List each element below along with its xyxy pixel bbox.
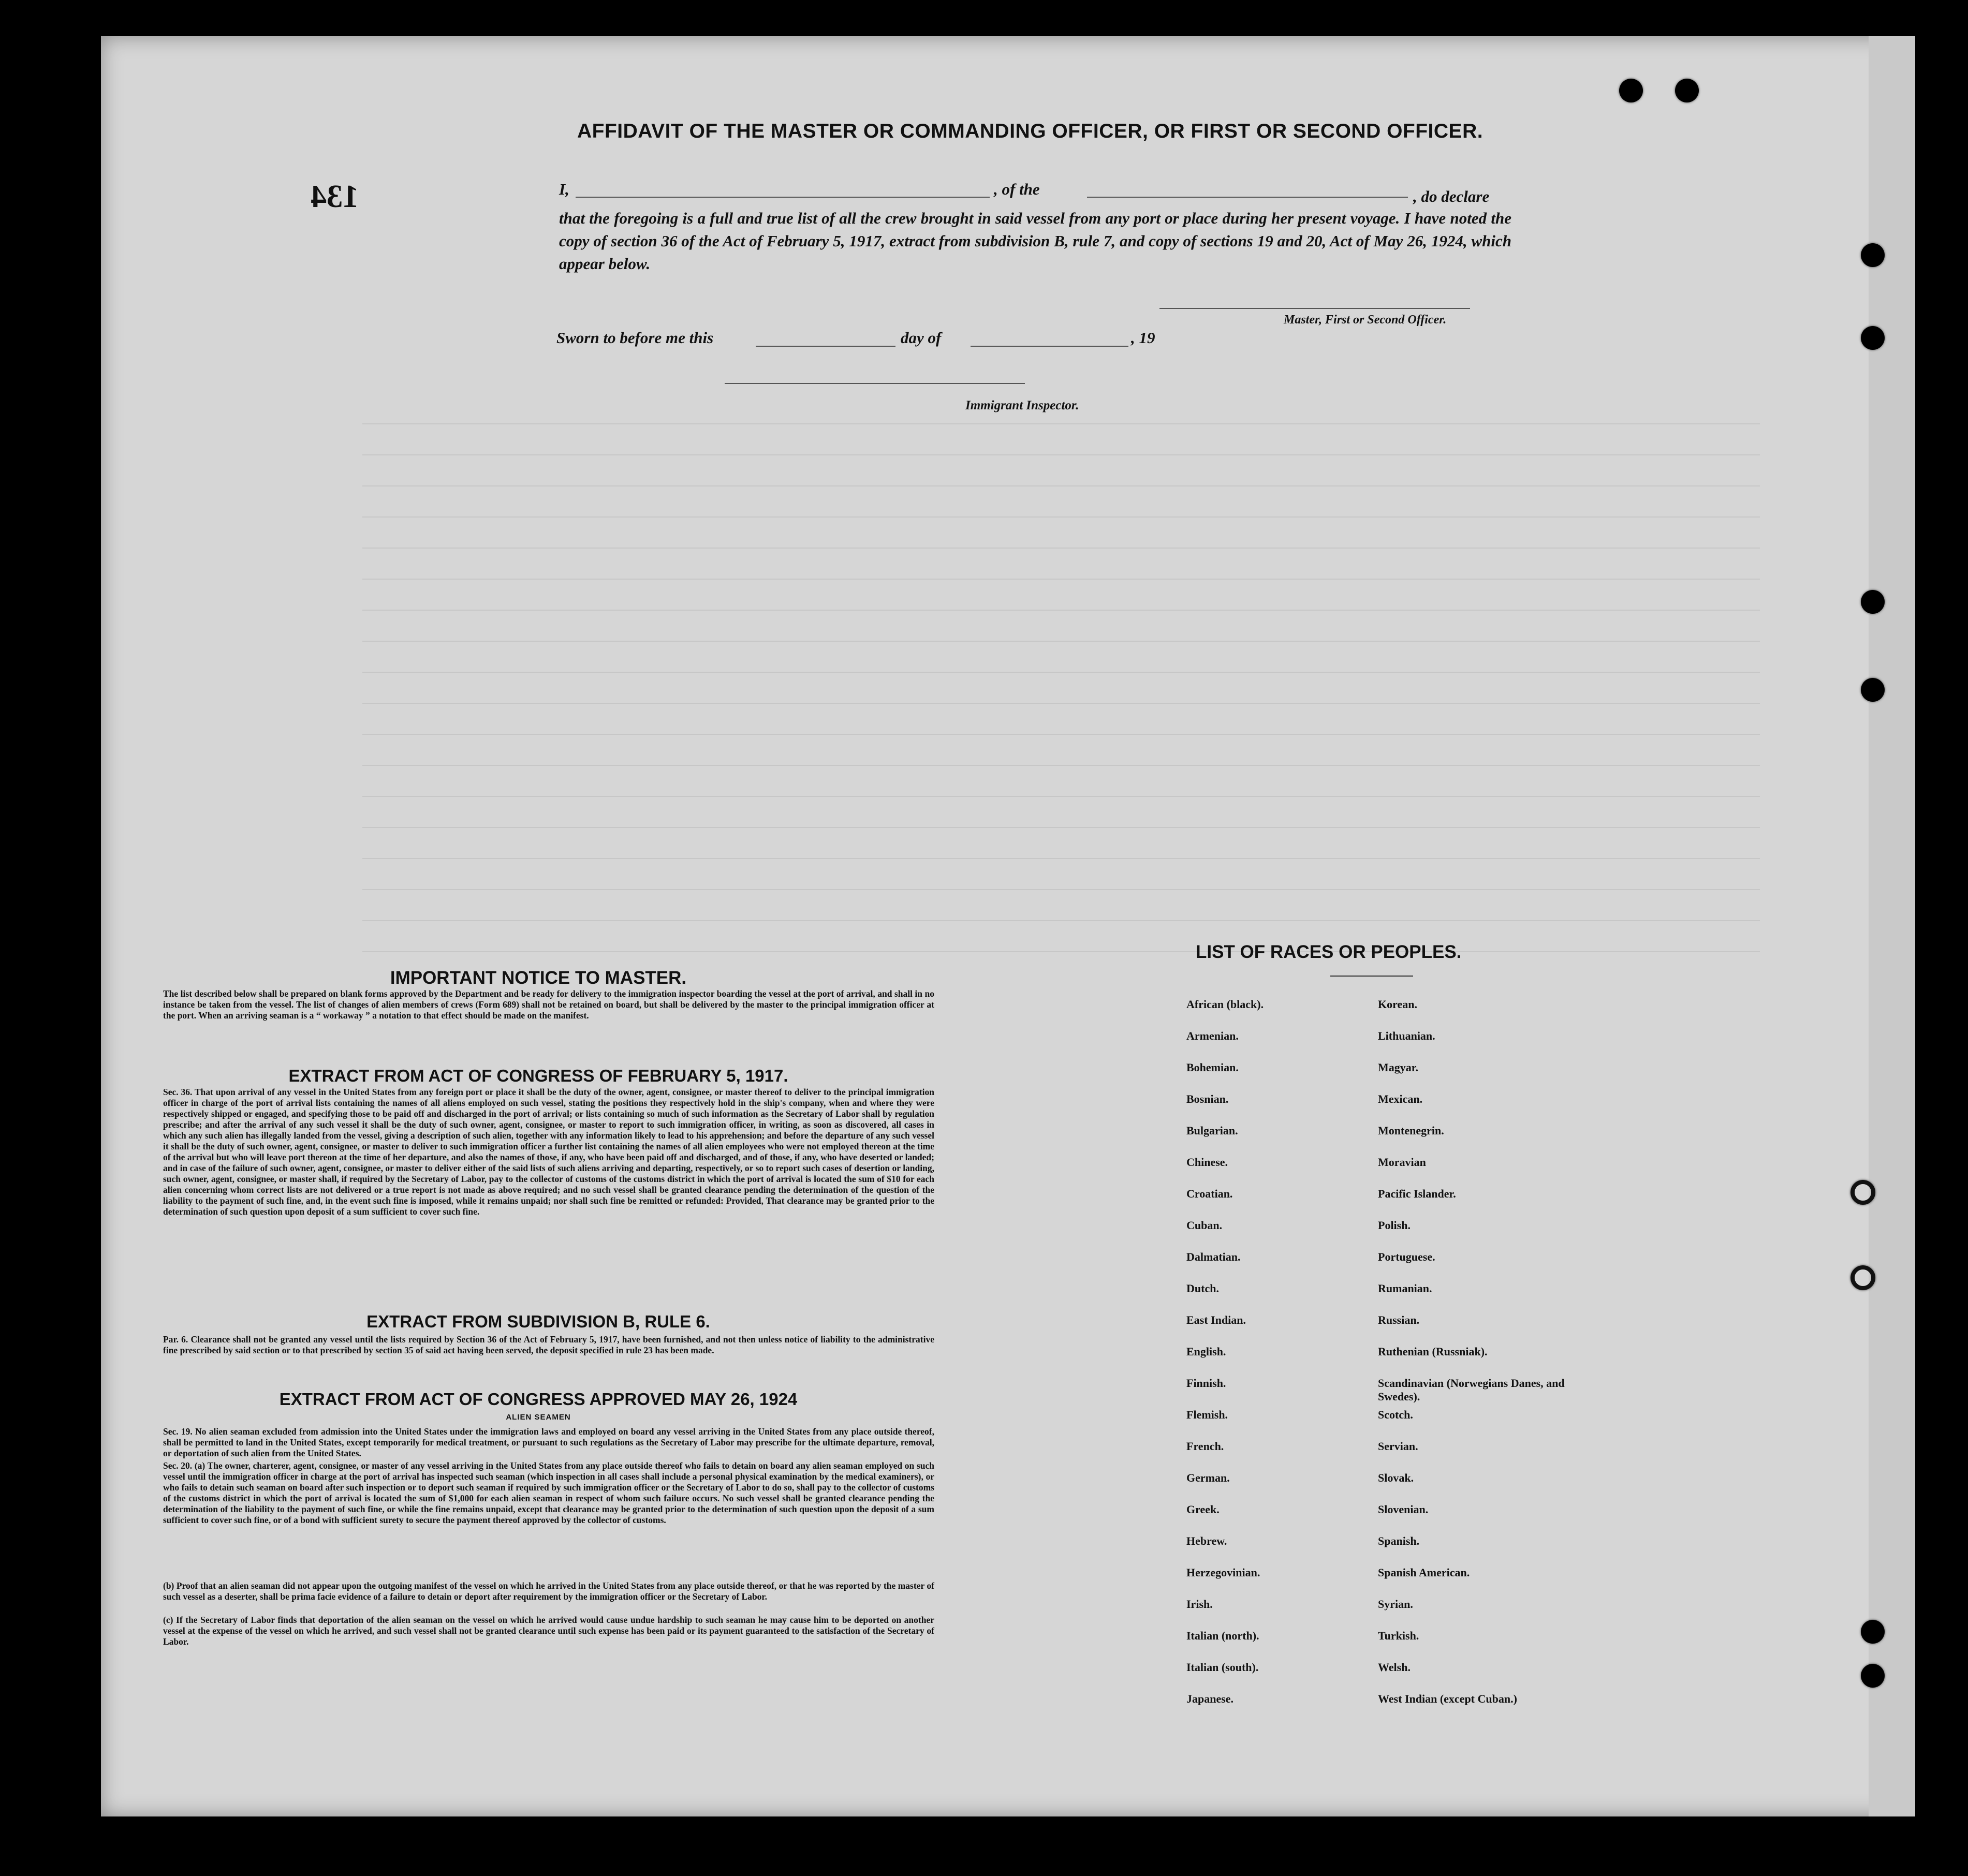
extract-1917-text: Sec. 36. That upon arrival of any vessel in the United States from any foreign port or place it shall be the duty of the owner, agent, consignee, or master thereof to deliver to the principal immigration officer in charge of the port of arrival lists containing the names of all aliens employed on such vessel, stating the positions they respectively hold in the ship's company, when and where they were respectively shipped or engaged, and specifying those to be paid off and discharged in the port of arrival; or lists containing so much of such information as the Secretary of Labor shall by regulation prescribe; and after the arrival of any such vessel it shall be the duty of such owner, agent, consignee, or master to report to such immigration officer, in writing, as soon as discovered, all cases in which any such alien has illegally landed from the vessel, giving a description of such alien, together with any information likely to lead to his apprehension; and before the departure of any such vessel it shall be the duty of such owner, agent, consignee, or master to deliver to such immigration officer a further list containing the names of all alien employees who were not employed thereon at the time of the arrival but who will leave port thereon at the time of her departure, and also the names of those, if any, who have been paid off and discharged, and of those, if any, who have deserted or landed; and in case of the failure of such owner, agent, consignee, or master to deliver either of the said lists of such aliens arriving and departing, respectively, or so to report such cases of desertion or landing, such owner, agent, consignee, or master shall, if required by the Secretary of Labor, pay to the collector of customs of the customs district in which the port of arrival is located the sum of $10 for each alien concerning whom correct lists are not delivered or a true report is not made as above required; and no such vessel shall be granted clearance pending the determination of the question of the liability to the payment of such fine, and, in the event such fine is imposed, while it remains unpaid; nor shall such fine be remitted or refunded: Provided, That clearance may be granted prior to the determination of such question upon deposit of a sum sufficient to cover such fine. <box>163 1087 934 1217</box>
race-item: Turkish. <box>1378 1629 1419 1642</box>
important-notice-text: The list described below shall be prepared on blank forms approved by the Department and be ready for delivery to the immigration inspector boarding the vessel at the port of arrival, and shall in no instance be taken from the vessel. The list of changes of alien members of crews (Form 689) shall not be retained on board, but shall be delivered by the master to the principal immigration officer at the port. When an arriving seaman is a “ workaway ” a notation to that effect should be made on the manifest. <box>163 988 934 1021</box>
race-item: Syrian. <box>1378 1598 1413 1611</box>
race-item: Moravian <box>1378 1156 1426 1169</box>
binder-hole <box>1850 1180 1875 1205</box>
race-item: Polish. <box>1378 1219 1411 1232</box>
race-item: Bulgarian. <box>1186 1124 1238 1137</box>
race-item: Croatian. <box>1186 1187 1233 1200</box>
race-item: Korean. <box>1378 998 1417 1011</box>
race-item: Magyar. <box>1378 1061 1419 1074</box>
affidavit-title: AFFIDAVIT OF THE MASTER OR COMMANDING OFFICER, OR FIRST OR SECOND OFFICER. <box>577 120 1484 142</box>
extract-rule6-title: EXTRACT FROM SUBDIVISION B, RULE 6. <box>366 1312 710 1331</box>
bleed-through-texture <box>362 393 1760 963</box>
race-item: Rumanian. <box>1378 1282 1432 1295</box>
race-item: Scotch. <box>1378 1408 1413 1421</box>
binder-hole <box>1619 79 1643 102</box>
affidavit-declare-label: , do declare <box>1413 187 1490 205</box>
race-item: Russian. <box>1378 1313 1420 1326</box>
race-item: Japanese. <box>1186 1692 1234 1705</box>
race-item: Spanish American. <box>1378 1566 1470 1579</box>
race-item: Cuban. <box>1186 1219 1223 1232</box>
race-item: East Indian. <box>1186 1313 1246 1326</box>
extract-1924-sec19: Sec. 19. No alien seaman excluded from admission into the United States under the immigration laws and employed on board any vessel arriving in the United States from any place outside thereof, shall be permitted to land in the United States, except temporarily for medical treatment, or pursuant to such regulations as the Secretary of Labor may prescribe for the ultimate departure, removal, or deportation of such alien from the United States. <box>163 1426 934 1458</box>
race-item: Lithuanian. <box>1378 1029 1435 1042</box>
race-item: West Indian (except Cuban.) <box>1378 1692 1517 1705</box>
race-item: Chinese. <box>1186 1156 1228 1169</box>
affidavit-of-the-label: , of the <box>994 180 1040 198</box>
race-item: Flemish. <box>1186 1408 1228 1421</box>
race-item: Scandinavian (Norwegians Danes, and Swedes). <box>1378 1377 1565 1403</box>
race-item: African (black). <box>1186 998 1264 1011</box>
sworn-month-blank <box>971 346 1128 347</box>
race-item: Slovenian. <box>1378 1503 1429 1516</box>
binder-hole <box>1675 79 1699 102</box>
race-item: Dalmatian. <box>1186 1250 1241 1263</box>
sworn-day-label: day of <box>901 329 942 347</box>
race-item: German. <box>1186 1471 1230 1484</box>
race-item: Herzegovinian. <box>1186 1566 1260 1579</box>
races-left-column <box>1186 998 1404 1724</box>
signature-caption: Master, First or Second Officer. <box>1284 313 1447 327</box>
binder-hole <box>1861 243 1885 267</box>
race-item: Montenegrin. <box>1378 1124 1444 1137</box>
race-item: Italian (south). <box>1186 1661 1259 1674</box>
races-title: LIST OF RACES OR PEOPLES. <box>1196 942 1462 962</box>
races-divider <box>1330 976 1413 977</box>
extract-rule6-text: Par. 6. Clearance shall not be granted any vessel until the lists required by Section 36 of the Act of February 5, 1917, have been furnished, and not then unless notice of liability to the administrative fine prescribed by said section or to that prescribed by section 35 of said act having been served, the deposit specified in rule 23 has been made. <box>163 1334 934 1355</box>
binder-hole <box>1850 1265 1875 1290</box>
binder-hole <box>1861 590 1885 614</box>
sworn-day-blank <box>756 346 895 347</box>
race-item: Pacific Islander. <box>1378 1187 1456 1200</box>
name-blank <box>576 197 990 198</box>
race-item: Portuguese. <box>1378 1250 1435 1263</box>
race-item: Ruthenian (Russniak). <box>1378 1345 1488 1358</box>
page-edge <box>1869 36 1915 1816</box>
page-number: 134 <box>311 179 359 214</box>
binder-hole <box>1861 1664 1885 1688</box>
race-item: Finnish. <box>1186 1377 1226 1390</box>
race-item: Slovak. <box>1378 1471 1414 1484</box>
race-item: Spanish. <box>1378 1534 1420 1547</box>
race-item: Dutch. <box>1186 1282 1219 1295</box>
sworn-prefix: Sworn to before me this <box>556 329 714 347</box>
binder-hole <box>1861 326 1885 350</box>
inspector-caption: Immigrant Inspector. <box>965 398 1079 412</box>
race-item: French. <box>1186 1440 1224 1453</box>
vessel-blank <box>1087 197 1408 198</box>
affidavit-i-label: I, <box>559 180 569 198</box>
sworn-year-label: , 19 <box>1131 329 1155 347</box>
race-item: Italian (north). <box>1186 1629 1259 1642</box>
important-notice-title: IMPORTANT NOTICE TO MASTER. <box>390 968 687 988</box>
race-item: Armenian. <box>1186 1029 1239 1042</box>
extract-1924-sec20c: (c) If the Secretary of Labor finds that deportation of the alien seaman on the vessel on which he arrived would cause undue hardship to such seaman he may cause him to be deported on another vessel at the expense of the vessel on which he arrived, and such vessel shall not be granted clearance until such expense has been paid or its payment guaranteed to the satisfaction of the Secretary of Labor. <box>163 1615 934 1647</box>
races-right-column <box>1378 998 1575 1724</box>
extract-1924-subtitle: ALIEN SEAMEN <box>506 1413 571 1422</box>
race-item: Hebrew. <box>1186 1534 1227 1547</box>
race-item: Welsh. <box>1378 1661 1411 1674</box>
race-item: Servian. <box>1378 1440 1418 1453</box>
extract-1917-title: EXTRACT FROM ACT OF CONGRESS OF FEBRUARY 5, 1917. <box>288 1066 788 1085</box>
race-item: Mexican. <box>1378 1092 1423 1105</box>
race-item: Irish. <box>1186 1598 1213 1611</box>
extract-1924-title: EXTRACT FROM ACT OF CONGRESS APPROVED MAY 26, 1924 <box>279 1390 798 1409</box>
race-item: Greek. <box>1186 1503 1220 1516</box>
binder-hole <box>1861 678 1885 702</box>
binder-hole <box>1861 1620 1885 1644</box>
race-item: Bosnian. <box>1186 1092 1229 1105</box>
affidavit-body: that the foregoing is a full and true list of all the crew brought in said vessel from any port or place during her present voyage. I have noted the copy of section 36 of the Act of February 5, 1917, extract from subdivision B, rule 7, and copy of sections 19 and 20, Act of May 26, 1924, which appear below. <box>559 209 1511 273</box>
race-item: English. <box>1186 1345 1226 1358</box>
extract-1924-sec20a: Sec. 20. (a) The owner, charterer, agent, consignee, or master of any vessel arriving in the United States from any place outside thereof who fails to detain on board any alien seaman employed on such vessel until the immigration officer in charge at the port of arrival has inspected such seaman (which inspection in all cases shall include a personal physical examination by the medical examiners), or who fails to detain such seaman on board after such inspection or to deport such seaman if required by such immigration officer or the Secretary of Labor to do so, shall pay to the collector of customs of the customs district in which the port of arrival is located the sum of $1,000 for each alien seaman in respect of whom such failure occurs. No such vessel shall be granted clearance pending the determination of the liability to the payment of such fine, or while the fine remains unpaid, except that clearance may be granted prior to the determination of such question upon the deposit of a sum sufficient to cover such fine, or of a bond with sufficient surety to secure the payment thereof approved by the collector of customs. <box>163 1460 934 1525</box>
extract-1924-sec20b: (b) Proof that an alien seaman did not appear upon the outgoing manifest of the vessel on which he arrived in the United States from any place outside thereof, or that he was reported by the master of such vessel as a deserter, shall be prima facie evidence of a failure to detain or deport after requirement by the immigration officer or the Secretary of Labor. <box>163 1580 934 1602</box>
signature-line <box>1159 308 1470 309</box>
inspector-signature-line <box>725 383 1025 384</box>
race-item: Bohemian. <box>1186 1061 1239 1074</box>
